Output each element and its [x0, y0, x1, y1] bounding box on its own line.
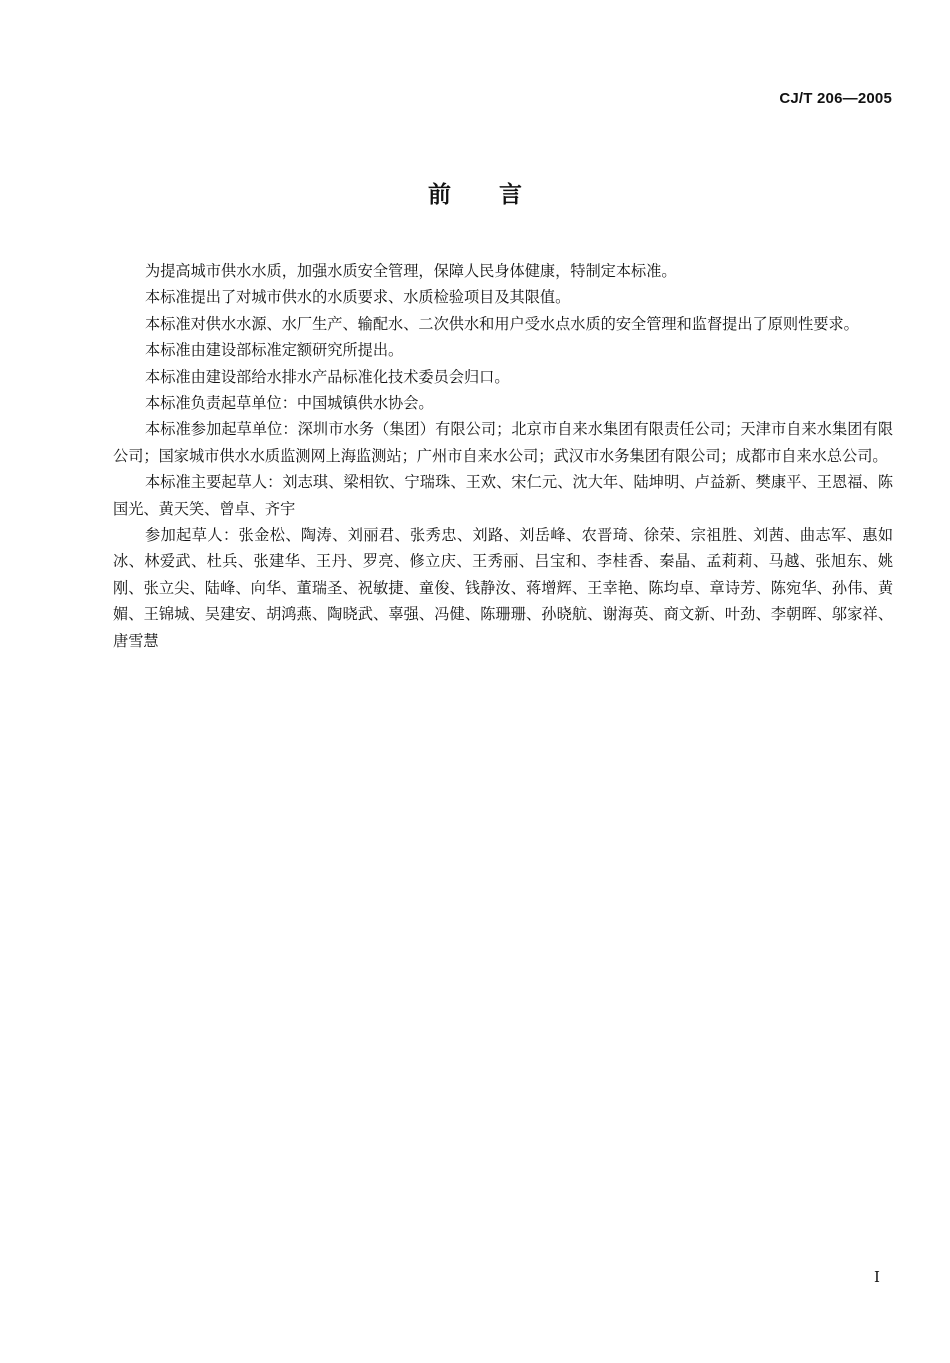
- paragraph-proposer: 本标准由建设部标准定额研究所提出。: [145, 341, 404, 360]
- paragraph-purpose: 为提高城市供水水质，加强水质安全管理，保障人民身体健康，特制定本标准。: [145, 262, 677, 280]
- page-title: 前言: [428, 182, 570, 208]
- paragraph-participating-units: 本标准参加起草单位：深圳市水务（集团）有限公司；北京市自来水集团有限责任公司；天津市自来水集团有限公司；国家城市供水水质监测网上海监测站；广州市自来水公司；武汉市水务集团有限公司；成都市自来水总公司。: [113, 420, 893, 465]
- paragraph-committee: 本标准由建设部给水排水产品标准化技术委员会归口。: [145, 367, 510, 386]
- foreword-body: [113, 258, 893, 654]
- page-number: I: [874, 1268, 880, 1286]
- paragraph-main-drafters: 本标准主要起草人：刘志琪、梁相钦、宁瑞珠、王欢、宋仁元、沈大年、陆坤明、卢益新、樊康平、王恩福、陈国光、黄天笑、曾卓、齐宇: [113, 473, 893, 518]
- paragraph-scope: 本标准提出了对城市供水的水质要求、水质检验项目及其限值。: [145, 288, 571, 307]
- paragraph-participating-drafters: 参加起草人：张金松、陶涛、刘丽君、张秀忠、刘路、刘岳峰、农晋琦、徐荣、宗祖胜、刘茜、曲志军、惠如冰、林爱武、杜兵、张建华、王丹、罗亮、修立庆、王秀丽、吕宝和、李桂香、秦晶、孟莉莉、马越、张旭东、姚刚、张立尖、陆峰、向华、董瑞圣、祝敏捷、童俊、钱静汝、蒋增辉、王幸艳、陈均卓、章诗芳、陈宛华、孙伟、黄媚、王锦城、吴建安、胡鸿燕、陶晓武、辜强、冯健、陈珊珊、孙晓航、谢海英、商文新、叶劲、李朝晖、邬家祥、唐雪慧: [113, 526, 893, 650]
- paragraph-lead-drafter: 本标准负责起草单位：中国城镇供水协会。: [145, 394, 434, 413]
- paragraph-management: 本标准对供水水源、水厂生产、输配水、二次供水和用户受水点水质的安全管理和监督提出了原则性要求。: [145, 314, 859, 333]
- standard-code: CJ/T 206—2005: [779, 90, 892, 107]
